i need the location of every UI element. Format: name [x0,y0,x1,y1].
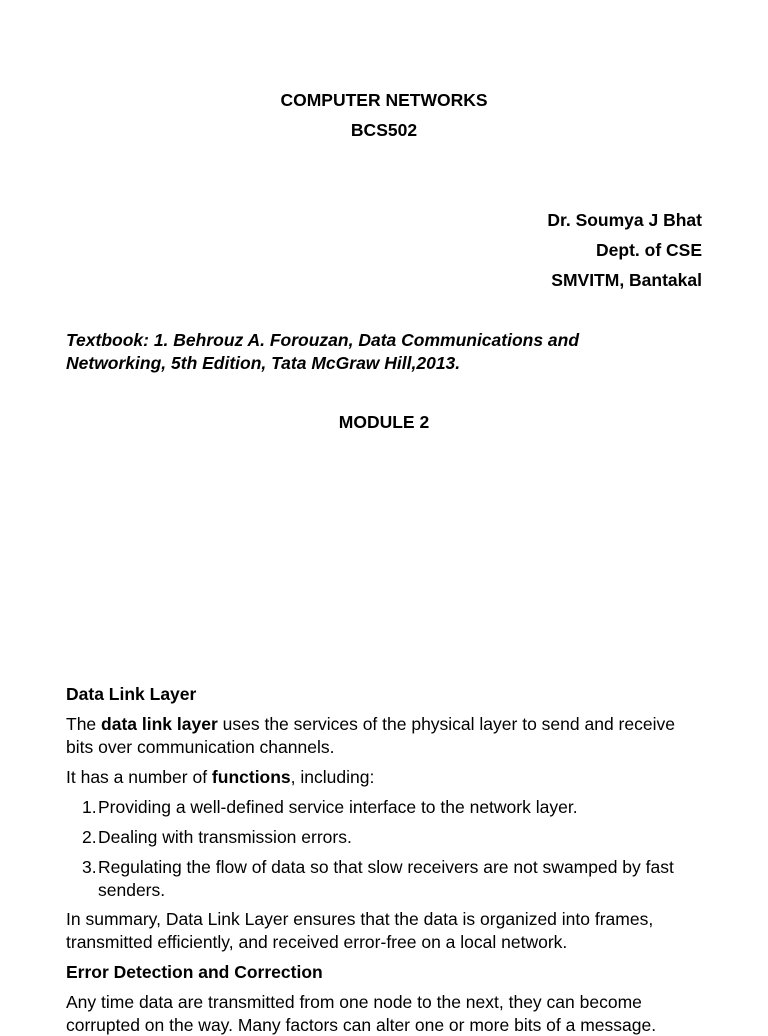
list-item-text: Providing a well-defined service interface to the network layer. [98,797,578,817]
list-item-number: 3. [82,857,97,877]
author-department: Dept. of CSE [596,240,702,260]
intro-text-pre: The [66,714,102,734]
author-institution: SMVITM, Bantakal [551,270,702,290]
intro-paragraph [66,713,702,758]
list-item [82,796,702,819]
error-detection-paragraph: Any time data are transmitted from one node to the next, they can become corrupted on the way. Many factors can alter one or more bits of a message. [66,992,657,1035]
list-item-number: 1. [82,797,97,817]
module-label: MODULE 2 [338,412,430,432]
functions-text-pre: It has a number of [66,767,212,787]
list-item-text: Regulating the flow of data so that slow receivers are not swamped by fast senders. [98,857,674,900]
section-heading-error-detection: Error Detection and Correction [66,962,323,982]
list-item [82,856,702,901]
textbook-line-1: Textbook: 1. Behrouz A. Forouzan, Data Communications and [66,330,580,350]
list-item-number: 2. [82,827,97,847]
summary-paragraph: In summary, Data Link Layer ensures that the data is organized into frames, transmitted efficiently, and received error-free on a local network. [66,909,654,952]
document-page [66,0,702,1035]
intro-text-bold: data link layer [101,714,218,734]
intro-text-post: uses the services of the physical layer to send and receive bits over communication channels. [66,714,675,757]
author-name: Dr. Soumya J Bhat [547,210,702,230]
course-title: COMPUTER NETWORKS [280,90,488,110]
textbook-line-2: Networking, 5th Edition, Tata McGraw Hill,2013. [66,353,461,373]
list-item [82,826,702,849]
course-code: BCS502 [350,120,418,140]
section-heading-data-link-layer: Data Link Layer [66,684,197,704]
list-item-text: Dealing with transmission errors. [98,827,352,847]
functions-paragraph [66,766,702,789]
functions-text-post: , including: [290,767,375,787]
functions-text-bold: functions [211,767,291,787]
